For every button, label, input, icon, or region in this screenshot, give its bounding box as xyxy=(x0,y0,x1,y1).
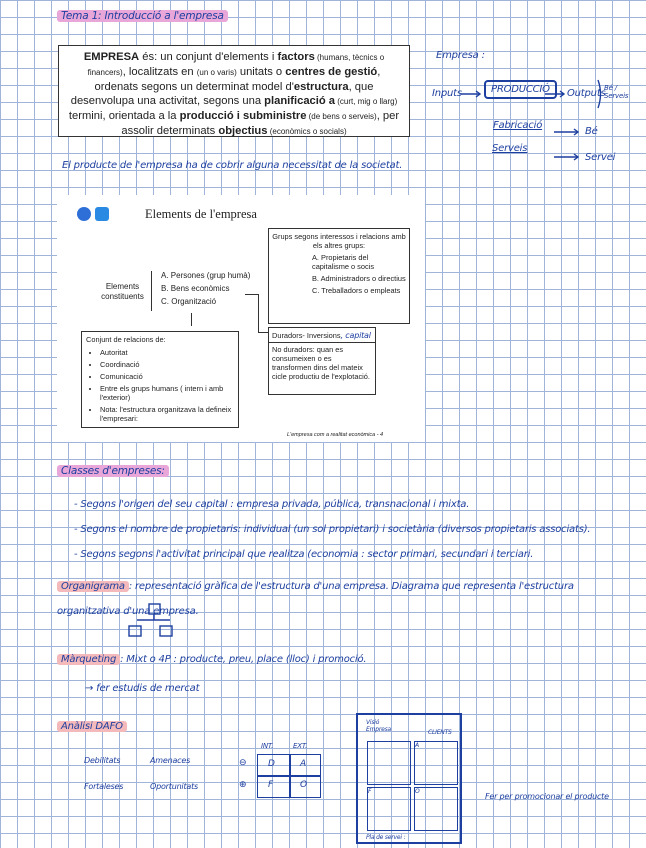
definition-part: unitats o xyxy=(236,66,286,78)
empresa-note: Empresa : xyxy=(436,50,485,61)
inputs-label: Inputs xyxy=(432,88,462,99)
definition-part: (curt, mig o llarg) xyxy=(335,97,398,106)
marketing-sub: → fer estudis de mercat xyxy=(85,683,200,694)
board-top-left: Visió Empresa xyxy=(366,719,392,733)
definition-part: objectius xyxy=(218,125,268,137)
dafo-oportunitats: Oportunitats xyxy=(150,782,199,791)
definition-part: centres de gestió xyxy=(285,66,378,78)
classe-item: - Segons l'origen del seu capital : empresa privada, pública, transnacional i mixta. xyxy=(74,499,470,510)
orgchart-left-box xyxy=(129,626,141,636)
definition-part: planificació a xyxy=(264,95,336,107)
dafo-cell-f: F xyxy=(268,780,273,790)
definition-part: (un o varis) xyxy=(196,68,237,77)
organigrama-heading: Organigrama xyxy=(57,581,129,592)
element-item: B. Bens econòmics xyxy=(161,284,230,293)
classes-heading: Classes d'empreses: xyxy=(57,465,169,477)
grup-item: C. Treballadors o empleats xyxy=(312,286,401,295)
plus-icon: ⊕ xyxy=(239,780,247,790)
diagram-title: Elements de l'empresa xyxy=(145,207,257,221)
grup-item: A. Propietaris del capitalisme o socis xyxy=(312,253,375,271)
promo-note: Fer per promocionar el producte xyxy=(485,792,609,801)
grup-item: B. Administradors o directius xyxy=(312,274,406,283)
be-serveis-label: Bé / Serveis xyxy=(604,84,629,100)
dafo-cell-d: D xyxy=(268,759,275,769)
dafo-amenaces: Amenaces xyxy=(150,756,191,765)
minus-icon: ⊖ xyxy=(239,758,247,768)
elements-label: Elements constituents xyxy=(101,282,144,301)
definition-part: termini, orientada a la xyxy=(68,110,180,122)
produccio-box: PRODUCCIÓ xyxy=(484,80,557,99)
board-top-right: CLIENTS xyxy=(428,729,452,736)
dafo-cell-o: O xyxy=(300,780,307,790)
relacio-item: • Autoritat xyxy=(100,348,234,357)
definition-part: producció i subministre xyxy=(179,110,307,122)
diagram-caption: L'empresa com a realitat econòmica - 4 xyxy=(287,432,384,438)
board-cell-o: O xyxy=(415,788,420,795)
board-bottom: Pla de servei : xyxy=(366,834,406,841)
dafo-heading: Anàlisi DAFO xyxy=(57,721,127,732)
definition-part: , localitzats en xyxy=(122,66,197,78)
element-item: C. Organització xyxy=(161,297,217,306)
dafo-int-label: INT. xyxy=(261,742,274,750)
classe-item: - Segons el nombre de propietaris: individual (un sol propietari) i societària (diversos propietaris associats). xyxy=(74,524,591,535)
duradors-text: Duradors- Inversions xyxy=(272,331,341,340)
relacio-item: • Coordinació xyxy=(100,360,234,369)
board-cell-f: F xyxy=(368,788,372,795)
page-title: Tema 1: Introducció a l'empresa xyxy=(57,10,228,22)
definition-part: (econòmics o socials) xyxy=(267,127,347,136)
organigrama-text: : representació gràfica de l'estructura d'una empresa. Diagrama que representa l'estructura organitzativa d'una empresa. xyxy=(57,581,574,617)
board-cell-a: A xyxy=(415,742,419,749)
marketing-heading: Màrqueting xyxy=(57,654,120,665)
servei-label: Servei xyxy=(585,152,616,163)
relacio-item: • Comunicació xyxy=(100,372,234,381)
capital-note: , capital xyxy=(340,331,371,340)
dafo-ext-label: EXT. xyxy=(293,742,308,750)
definition-part: , que desenvolupa una activitat, segons una xyxy=(70,81,374,107)
definition-part: EMPRESA xyxy=(83,51,140,63)
serveis-label: Serveis xyxy=(492,143,528,154)
definition-part: , per assolir determinats xyxy=(121,110,400,137)
marketing-text: : Mixt o 4P : producte, preu, place (lloc) i promoció. xyxy=(120,654,367,665)
classe-item: - Segons segons l'activitat principal que realitza (economia : sector primari, secundari i terciari. xyxy=(74,549,534,560)
relacio-item: • Entre els grups humans ( intern i amb l'exterior) xyxy=(100,384,234,402)
dafo-cell-a: A xyxy=(300,759,306,769)
product-note: El producte de l'empresa ha de cobrir alguna necessitat de la societat. xyxy=(62,160,403,171)
orgchart-top-box xyxy=(149,604,160,614)
definition-part: (humans, tècnics o financers) xyxy=(87,53,385,77)
relacio-item: • Nota: l'estructura organitzava la defineix l'empresari: xyxy=(100,405,234,423)
outputs-label: Outputs xyxy=(567,88,606,99)
be-label: Bé xyxy=(585,126,598,137)
brace-be-serveis xyxy=(598,80,601,108)
no-duradors-text: No duradors: quan es consumeixen o es transformen dins del mateix cicle productiu de l'explotació. xyxy=(272,345,370,381)
definition-part: , ordenats segons un determinat model d' xyxy=(94,66,381,93)
dafo-fortaleses: Fortaleses xyxy=(84,782,124,791)
relacions-header: Conjunt de relacions de: xyxy=(86,335,166,344)
dafo-debilitats: Debilitats xyxy=(84,756,121,765)
definition-part: (de bens o serveis) xyxy=(306,112,377,121)
definition-part: és: un conjunt d'elements i xyxy=(139,51,278,63)
element-item: A. Persones (grup humà) xyxy=(161,271,251,280)
orgchart-right-box xyxy=(160,626,172,636)
definition-part: factors xyxy=(277,51,315,63)
definition-part: estructura xyxy=(293,81,349,93)
grups-header: Grups segons interessos i relacions amb els altres grups: xyxy=(272,232,406,250)
fabricacio-label: Fabricació xyxy=(493,120,543,131)
